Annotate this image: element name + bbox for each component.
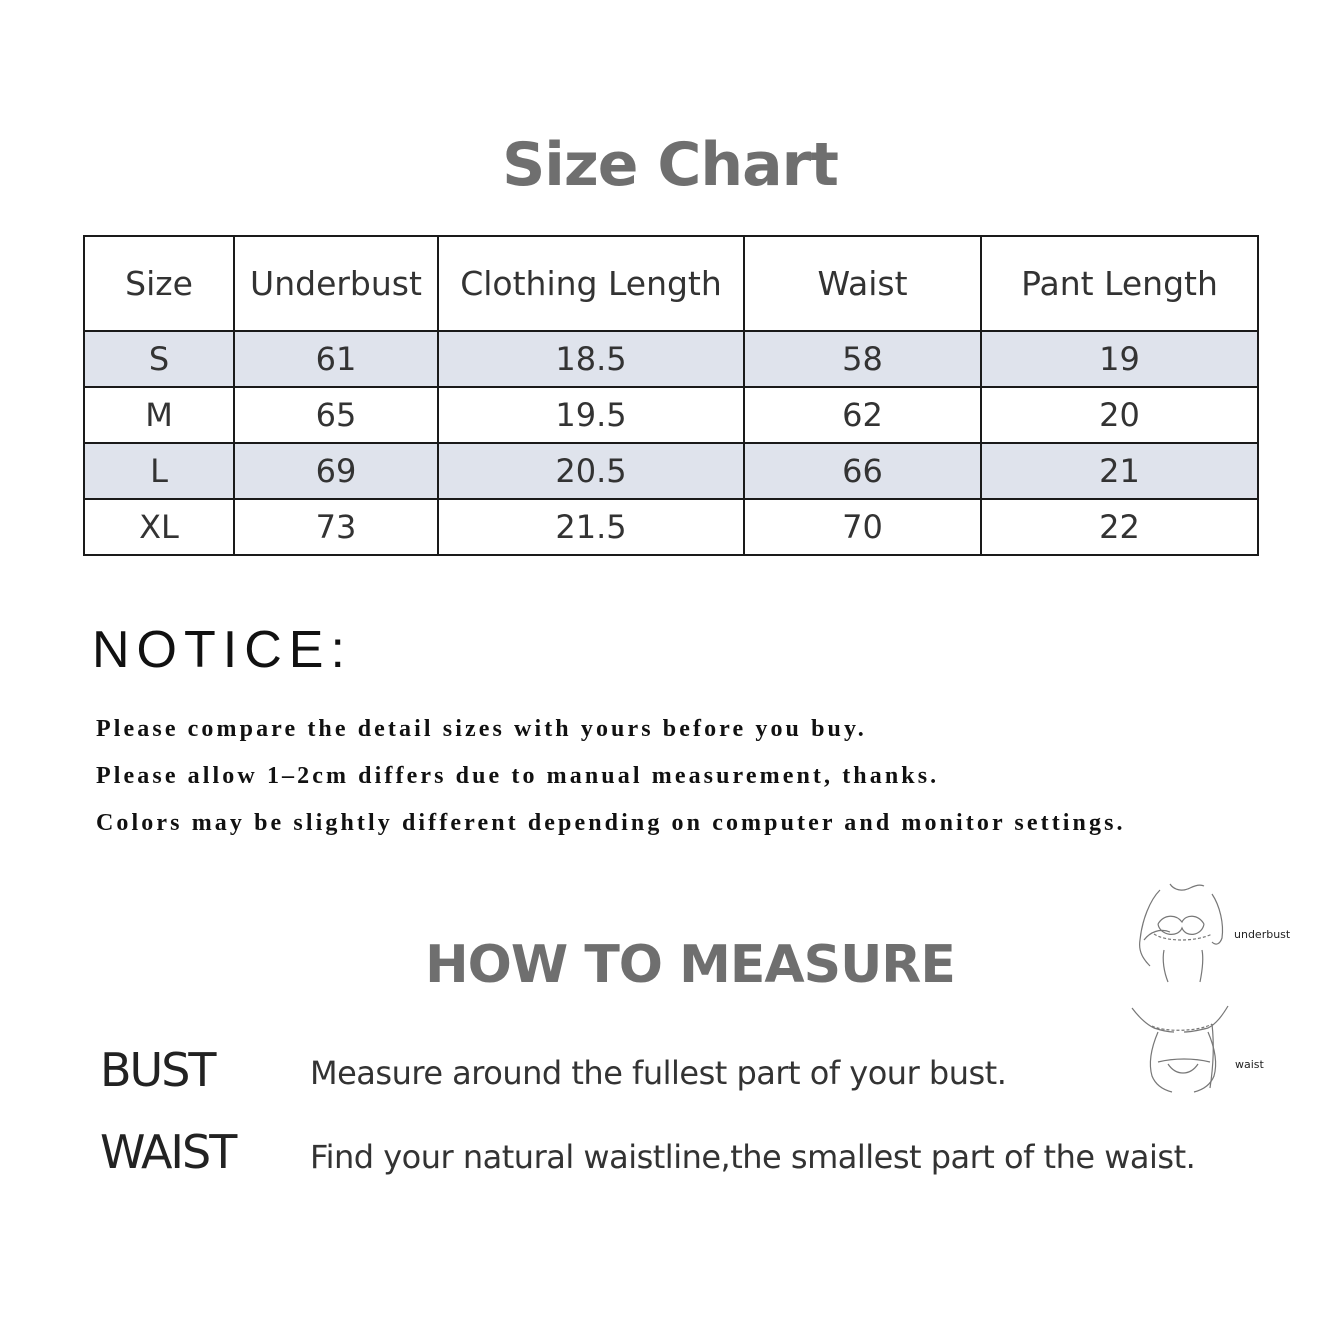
- notice-heading: NOTICE:: [92, 621, 352, 679]
- table-cell: 65: [234, 387, 438, 443]
- notice-line-1: Please compare the detail sizes with yours before you buy.: [96, 716, 867, 742]
- header-pant-length: Pant Length: [981, 236, 1258, 331]
- table-cell: 69: [234, 443, 438, 499]
- table-cell: 62: [744, 387, 981, 443]
- table-cell: S: [84, 331, 234, 387]
- table-cell: 70: [744, 499, 981, 555]
- table-cell: 61: [234, 331, 438, 387]
- table-cell: L: [84, 443, 234, 499]
- table-row: [84, 387, 1258, 443]
- size-table: [83, 235, 1259, 556]
- waist-label: WAIST: [100, 1125, 236, 1179]
- bust-label: BUST: [100, 1043, 215, 1097]
- waist-instruction: Find your natural waistline,the smallest part of the waist.: [310, 1138, 1196, 1176]
- table-cell: 21: [981, 443, 1258, 499]
- waist-figure-icon: [1128, 1002, 1234, 1094]
- table-cell: 66: [744, 443, 981, 499]
- waist-figure-label: waist: [1235, 1058, 1264, 1071]
- underbust-figure-label: underbust: [1234, 928, 1291, 941]
- table-cell: 19: [981, 331, 1258, 387]
- header-clothing-length: Clothing Length: [438, 236, 744, 331]
- how-to-measure-heading: HOW TO MEASURE: [425, 935, 955, 995]
- table-cell: 22: [981, 499, 1258, 555]
- table-cell: M: [84, 387, 234, 443]
- page-title: Size Chart: [502, 130, 838, 200]
- table-cell: 21.5: [438, 499, 744, 555]
- table-cell: 58: [744, 331, 981, 387]
- bust-instruction: Measure around the fullest part of your bust.: [310, 1054, 1007, 1092]
- table-cell: 18.5: [438, 331, 744, 387]
- table-cell: 20: [981, 387, 1258, 443]
- table-cell: 20.5: [438, 443, 744, 499]
- table-cell: XL: [84, 499, 234, 555]
- underbust-figure-icon: [1130, 880, 1230, 985]
- table-cell: 19.5: [438, 387, 744, 443]
- header-waist: Waist: [744, 236, 981, 331]
- notice-line-2: Please allow 1–2cm differs due to manual measurement, thanks.: [96, 763, 940, 789]
- table-row: [84, 443, 1258, 499]
- notice-line-3: Colors may be slightly different depending on computer and monitor settings.: [96, 810, 1126, 836]
- header-underbust: Underbust: [234, 236, 438, 331]
- table-row: [84, 331, 1258, 387]
- table-row: [84, 499, 1258, 555]
- table-header-row: [84, 236, 1258, 331]
- table-cell: 73: [234, 499, 438, 555]
- header-size: Size: [84, 236, 234, 331]
